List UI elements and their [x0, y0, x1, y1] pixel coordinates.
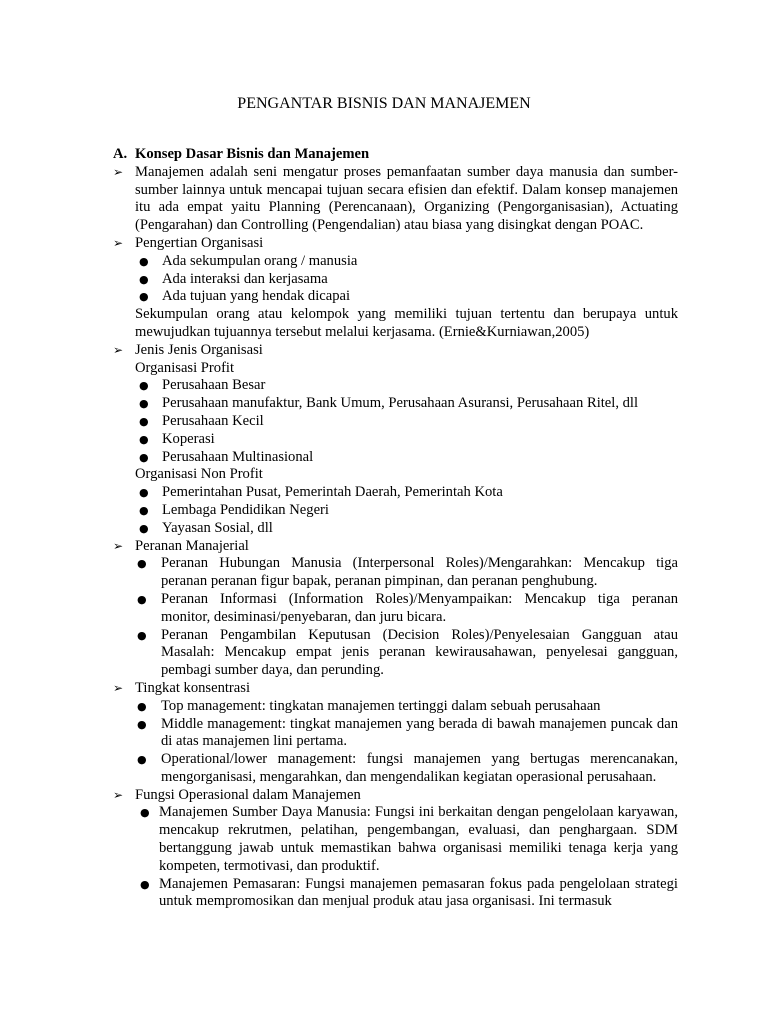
- list-item: ● Operational/lower management: fungsi manajemen yang bertugas merencanakan, mengorganisasi, mengarahkan, dan mengendalikan kegiatan operasional perusahaan.: [137, 751, 678, 785]
- nonprofit-label: Organisasi Non Profit: [135, 466, 263, 483]
- bullet-dot-icon: ●: [137, 699, 147, 713]
- bullet-dot-icon: ●: [139, 254, 149, 268]
- bullet-dot-icon: ●: [139, 432, 149, 446]
- list-item: ● Lembaga Pendidikan Negeri: [139, 501, 329, 518]
- list-item: ● Ada tujuan yang hendak dicapai: [139, 288, 351, 305]
- item-jenis-organisasi: [113, 342, 678, 538]
- list-item: ● Pemerintahan Pusat, Pemerintah Daerah, Pemerintah Kota: [139, 484, 503, 501]
- bullet-dot-icon: ●: [137, 628, 147, 642]
- list-item: ● Perusahaan Kecil: [139, 412, 264, 429]
- list-item: ● Middle management: tingkat manajemen yang berada di bawah manajemen puncak dan di atas manajemen lini pertama.: [137, 715, 678, 750]
- tingkat-heading: Tingkat konsentrasi: [135, 679, 250, 696]
- list-item: ● Manajemen Pemasaran: Fungsi manajemen pemasaran fokus pada pengelolaan strategi untuk mempromosikan dan menjual produk atau jasa organisasi. Ini termasuk: [140, 875, 678, 910]
- profit-label: Organisasi Profit: [135, 359, 235, 376]
- list-item: ● Perusahaan Besar: [139, 377, 266, 394]
- list-item: ● Peranan Informasi (Information Roles)/Menyampaikan: Mencakup tiga peranan monitor, desiminasi/penyebaran, dan juru bicara.: [137, 590, 678, 625]
- bullet-dot-icon: ●: [139, 379, 149, 393]
- bullet-dot-icon: ●: [139, 521, 149, 535]
- section-title: Konsep Dasar Bisnis dan Manajemen: [135, 146, 370, 162]
- item-pengertian-organisasi: [113, 235, 678, 342]
- bullet-dot-icon: ●: [139, 486, 149, 500]
- list-item: ● Peranan Hubungan Manusia (Interpersonal Roles)/Mengarahkan: Mencakup tiga peranan peranan figur bapak, peranan pimpinan, dan peranan penghubung.: [137, 555, 678, 590]
- bullet-dot-icon: ●: [137, 753, 147, 767]
- document-title: PENGANTAR BISNIS DAN MANAJEMEN: [237, 95, 531, 112]
- arrow-bullet-icon: ➢: [113, 680, 124, 695]
- bullet-dot-icon: ●: [137, 717, 147, 731]
- arrow-bullet-icon: ➢: [113, 235, 124, 250]
- bullet-dot-icon: ●: [140, 877, 150, 891]
- pengertian-heading: Pengertian Organisasi: [135, 234, 264, 251]
- list-item: ● Manajemen Sumber Daya Manusia: Fungsi ini berkaitan dengan pengelolaan karyawan, mencakup rekrutmen, pelatihan, pengembangan, evaluasi, dan penghargaan. SDM bertanggung jawab untuk memastikan bahwa organisasi memiliki tenaga kerja yang kompeten, termotivasi, dan produktif.: [140, 804, 678, 874]
- manajemen-text: Manajemen adalah seni mengatur proses pemanfaatan sumber daya manusia dan sumber-sumber lainnya untuk mencapai tujuan secara efisien dan efektif. Dalam konsep manajemen itu ada empat yaitu Planning (Perencanaan), Organizing (Pengorganisasian), Actuating (Pengarahan) dan Controlling (Pengendalian) atau biasa yang disingkat dengan POAC.: [135, 163, 678, 234]
- bullet-dot-icon: ●: [139, 397, 149, 411]
- bullet-dot-icon: ●: [139, 450, 149, 464]
- bullet-dot-icon: ●: [139, 414, 149, 428]
- list-item: ● Top management: tingkatan manajemen tertinggi dalam sebuah perusahaan: [137, 697, 601, 714]
- arrow-bullet-icon: ➢: [113, 538, 124, 553]
- section-marker: A.: [113, 146, 128, 162]
- section-a-heading: [113, 146, 678, 164]
- arrow-bullet-icon: ➢: [113, 787, 124, 802]
- item-peranan-manajerial: [113, 538, 678, 556]
- arrow-bullet-icon: ➢: [113, 164, 124, 179]
- bullet-dot-icon: ●: [140, 806, 150, 820]
- bullet-dot-icon: ●: [137, 592, 147, 606]
- list-item: ● Koperasi: [139, 430, 215, 447]
- jenis-heading: Jenis Jenis Organisasi: [135, 341, 263, 358]
- arrow-bullet-icon: ➢: [113, 342, 124, 357]
- list-item: ● Ada interaksi dan kerjasama: [139, 270, 328, 287]
- item-fungsi-operasional: [113, 787, 678, 805]
- bullet-dot-icon: ●: [139, 503, 149, 517]
- bullet-dot-icon: ●: [139, 290, 149, 304]
- fungsi-heading: Fungsi Operasional dalam Manajemen: [135, 786, 361, 803]
- bullet-dot-icon: ●: [139, 272, 149, 286]
- bullet-dot-icon: ●: [137, 557, 147, 571]
- list-item: ● Peranan Pengambilan Keputusan (Decision Roles)/Penyelesaian Gangguan atau Masalah: Mencakup empat jenis peranan kewirausahawan, penyelesai gangguan, pembagi sumber daya, dan perunding.: [137, 626, 678, 679]
- pengertian-paragraph: Sekumpulan orang atau kelompok yang memiliki tujuan tertentu dan berupaya untuk mewujudkan tujuannya tersebut melalui kerjasama. (Ernie&Kurniawan,2005): [135, 306, 678, 340]
- list-item: ● Yayasan Sosial, dll: [139, 519, 273, 536]
- peranan-heading: Peranan Manajerial: [135, 537, 249, 554]
- list-item: ● Perusahaan Multinasional: [139, 448, 314, 465]
- item-tingkat-konsentrasi: [113, 680, 678, 698]
- list-item: ● Perusahaan manufaktur, Bank Umum, Perusahaan Asuransi, Perusahaan Ritel, dll: [139, 395, 639, 412]
- list-item: ● Ada sekumpulan orang / manusia: [139, 252, 358, 269]
- document-body: [113, 146, 678, 911]
- item-manajemen: [113, 164, 678, 235]
